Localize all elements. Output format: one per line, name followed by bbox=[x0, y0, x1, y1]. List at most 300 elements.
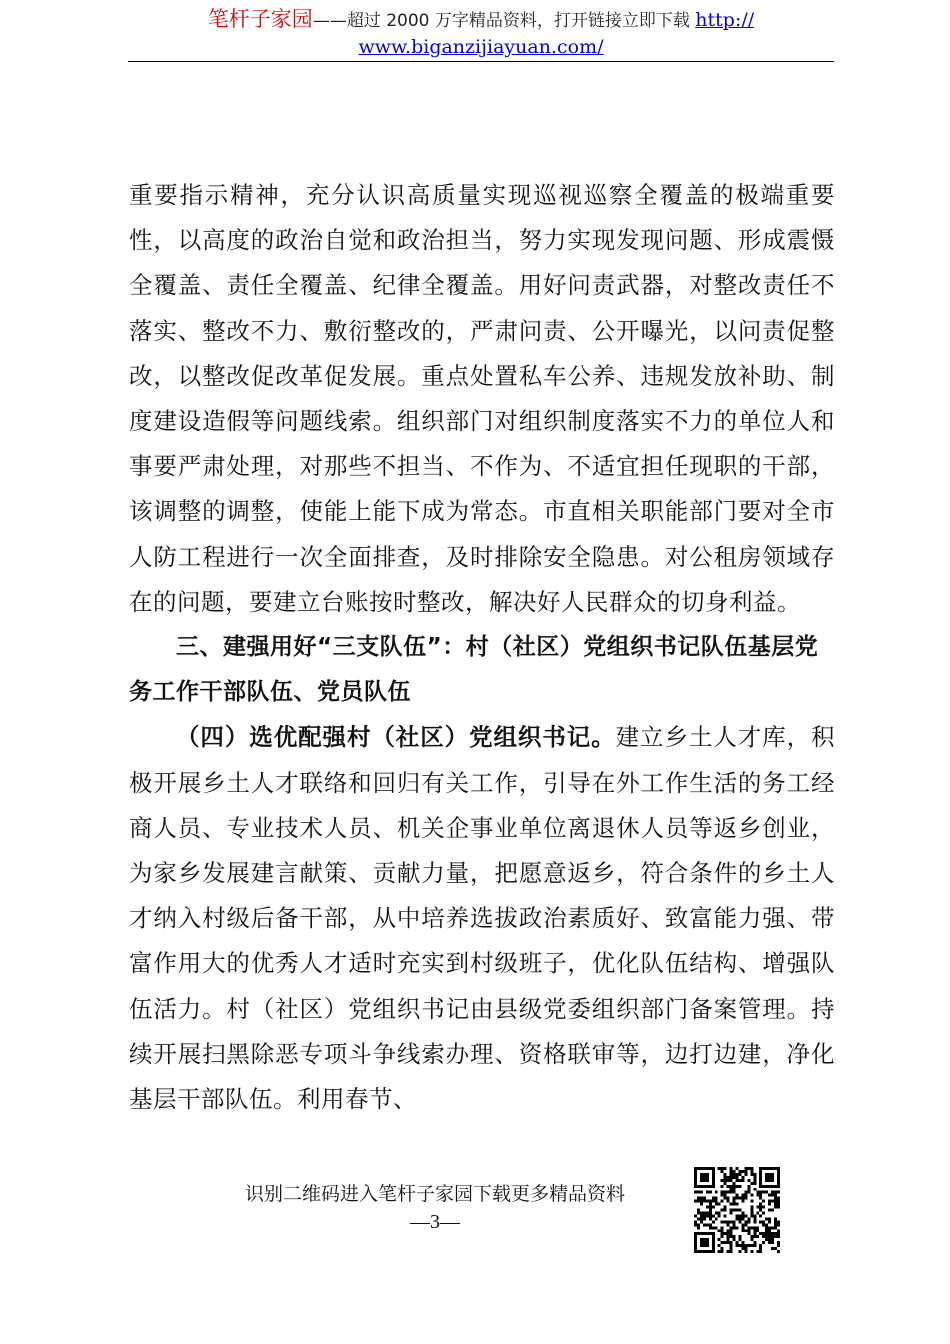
qr-module bbox=[700, 1203, 703, 1206]
qr-module bbox=[759, 1247, 762, 1250]
qr-module bbox=[706, 1200, 709, 1203]
qr-module bbox=[747, 1226, 750, 1229]
qr-module bbox=[744, 1194, 747, 1197]
qr-module bbox=[709, 1209, 712, 1212]
qr-module bbox=[727, 1250, 730, 1253]
qr-module bbox=[777, 1223, 780, 1226]
qr-module bbox=[736, 1185, 739, 1188]
qr-module bbox=[750, 1182, 753, 1185]
qr-module bbox=[706, 1214, 709, 1217]
qr-module bbox=[694, 1191, 697, 1194]
qr-module bbox=[774, 1220, 777, 1223]
qr-module bbox=[700, 1214, 703, 1217]
qr-module bbox=[733, 1223, 736, 1226]
qr-module bbox=[703, 1241, 706, 1244]
qr-module bbox=[774, 1226, 777, 1229]
qr-module bbox=[738, 1209, 741, 1212]
qr-module bbox=[697, 1200, 700, 1203]
qr-module bbox=[718, 1238, 721, 1241]
section-heading: 三、建强用好“三支队伍”：村（社区）党组织书记队伍基层党务工作干部队伍、党员队伍 bbox=[129, 634, 819, 706]
qr-module bbox=[777, 1179, 780, 1182]
qr-module bbox=[771, 1235, 774, 1238]
qr-module bbox=[694, 1170, 697, 1173]
qr-module bbox=[697, 1191, 700, 1194]
qr-module bbox=[762, 1241, 765, 1244]
qr-module bbox=[750, 1226, 753, 1229]
qr-module bbox=[721, 1167, 724, 1170]
qr-module bbox=[768, 1220, 771, 1223]
qr-module bbox=[712, 1232, 715, 1235]
header-line-1 bbox=[128, 6, 834, 34]
qr-module bbox=[738, 1197, 741, 1200]
qr-module bbox=[730, 1173, 733, 1176]
qr-module bbox=[730, 1226, 733, 1229]
header-link-url[interactable]: www.biganzijiayuan.com/ bbox=[358, 36, 604, 58]
qr-module bbox=[768, 1226, 771, 1229]
qr-module bbox=[715, 1217, 718, 1220]
qr-module bbox=[718, 1250, 721, 1253]
qr-module bbox=[727, 1223, 730, 1226]
qr-module bbox=[712, 1182, 715, 1185]
qr-module bbox=[777, 1176, 780, 1179]
qr-module bbox=[759, 1197, 762, 1200]
qr-module bbox=[750, 1206, 753, 1209]
qr-module bbox=[712, 1241, 715, 1244]
qr-module bbox=[774, 1235, 777, 1238]
qr-module bbox=[750, 1214, 753, 1217]
qr-module bbox=[777, 1250, 780, 1253]
qr-module bbox=[724, 1209, 727, 1212]
qr-module bbox=[700, 1244, 703, 1247]
qr-module bbox=[759, 1167, 762, 1170]
qr-module bbox=[765, 1229, 768, 1232]
qr-module bbox=[724, 1167, 727, 1170]
qr-module bbox=[744, 1191, 747, 1194]
qr-module bbox=[700, 1167, 703, 1170]
qr-module bbox=[774, 1185, 777, 1188]
qr-module bbox=[703, 1232, 706, 1235]
qr-module bbox=[718, 1229, 721, 1232]
qr-module bbox=[721, 1185, 724, 1188]
qr-module bbox=[694, 1179, 697, 1182]
qr-module bbox=[718, 1167, 721, 1170]
qr-module bbox=[712, 1247, 715, 1250]
qr-module bbox=[765, 1176, 768, 1179]
qr-module bbox=[703, 1211, 706, 1214]
qr-module bbox=[712, 1179, 715, 1182]
qr-module bbox=[759, 1244, 762, 1247]
qr-module bbox=[753, 1214, 756, 1217]
qr-module bbox=[727, 1229, 730, 1232]
qr-module bbox=[744, 1170, 747, 1173]
qr-module bbox=[759, 1203, 762, 1206]
qr-module bbox=[724, 1206, 727, 1209]
qr-module bbox=[753, 1220, 756, 1223]
qr-module bbox=[741, 1211, 744, 1214]
qr-module bbox=[724, 1179, 727, 1182]
qr-module bbox=[744, 1247, 747, 1250]
qr-module bbox=[700, 1217, 703, 1220]
qr-module bbox=[706, 1206, 709, 1209]
qr-module bbox=[765, 1217, 768, 1220]
qr-module bbox=[768, 1200, 771, 1203]
qr-module bbox=[730, 1176, 733, 1179]
qr-module bbox=[762, 1185, 765, 1188]
qr-module bbox=[733, 1191, 736, 1194]
qr-module bbox=[738, 1238, 741, 1241]
qr-module bbox=[765, 1173, 768, 1176]
qr-module bbox=[759, 1176, 762, 1179]
qr-module bbox=[759, 1179, 762, 1182]
qr-module bbox=[759, 1194, 762, 1197]
qr-module bbox=[730, 1241, 733, 1244]
qr-module bbox=[777, 1235, 780, 1238]
qr-module bbox=[753, 1241, 756, 1244]
qr-module bbox=[771, 1167, 774, 1170]
qr-module bbox=[747, 1191, 750, 1194]
qr-module bbox=[753, 1179, 756, 1182]
qr-module bbox=[703, 1250, 706, 1253]
qr-module bbox=[700, 1211, 703, 1214]
qr-module bbox=[753, 1173, 756, 1176]
qr-module bbox=[741, 1247, 744, 1250]
footer-caption: 识别二维码进入笔杆子家园下载更多精品资料 bbox=[244, 1183, 625, 1205]
qr-module bbox=[750, 1167, 753, 1170]
qr-module bbox=[730, 1220, 733, 1223]
qr-module bbox=[700, 1220, 703, 1223]
qr-module bbox=[744, 1220, 747, 1223]
qr-module bbox=[724, 1176, 727, 1179]
qr-module bbox=[730, 1185, 733, 1188]
qr-module bbox=[741, 1179, 744, 1182]
qr-module bbox=[756, 1250, 759, 1253]
qr-module bbox=[744, 1167, 747, 1170]
qr-module bbox=[736, 1241, 739, 1244]
qr-module bbox=[750, 1173, 753, 1176]
qr-module bbox=[777, 1170, 780, 1173]
qr-module bbox=[741, 1241, 744, 1244]
qr-module bbox=[694, 1244, 697, 1247]
qr-module bbox=[700, 1197, 703, 1200]
qr-module bbox=[753, 1217, 756, 1220]
qr-module bbox=[721, 1179, 724, 1182]
qr-module bbox=[694, 1200, 697, 1203]
qr-module bbox=[741, 1226, 744, 1229]
qr-module bbox=[715, 1200, 718, 1203]
qr-module bbox=[747, 1244, 750, 1247]
qr-module bbox=[733, 1188, 736, 1191]
qr-module bbox=[738, 1170, 741, 1173]
qr-module bbox=[777, 1220, 780, 1223]
qr-module bbox=[768, 1209, 771, 1212]
qr-module bbox=[747, 1220, 750, 1223]
qr-module bbox=[736, 1217, 739, 1220]
qr-module bbox=[733, 1220, 736, 1223]
qr-module bbox=[703, 1173, 706, 1176]
qr-module bbox=[736, 1226, 739, 1229]
qr-module bbox=[694, 1247, 697, 1250]
header-tagline: ——超过 2000 万字精品资料，打开链接立即下载 bbox=[312, 11, 696, 31]
paragraph-subsection-4 bbox=[129, 715, 835, 1122]
qr-module bbox=[759, 1170, 762, 1173]
qr-module bbox=[759, 1220, 762, 1223]
qr-module bbox=[759, 1250, 762, 1253]
qr-module bbox=[738, 1179, 741, 1182]
page-header bbox=[128, 6, 834, 60]
qr-module bbox=[727, 1191, 730, 1194]
qr-module bbox=[736, 1197, 739, 1200]
qr-module bbox=[771, 1185, 774, 1188]
qr-module bbox=[765, 1179, 768, 1182]
qr-module bbox=[741, 1223, 744, 1226]
qr-module bbox=[694, 1232, 697, 1235]
qr-module bbox=[768, 1235, 771, 1238]
qr-module bbox=[694, 1176, 697, 1179]
qr-module bbox=[741, 1217, 744, 1220]
qr-module bbox=[733, 1209, 736, 1212]
qr-module bbox=[744, 1197, 747, 1200]
qr-module bbox=[750, 1200, 753, 1203]
qr-module bbox=[741, 1194, 744, 1197]
qr-module bbox=[700, 1241, 703, 1244]
qr-module bbox=[736, 1214, 739, 1217]
qr-module bbox=[712, 1220, 715, 1223]
qr-module bbox=[774, 1200, 777, 1203]
qr-module bbox=[709, 1250, 712, 1253]
qr-module bbox=[738, 1214, 741, 1217]
qr-module bbox=[730, 1235, 733, 1238]
qr-module bbox=[741, 1244, 744, 1247]
qr-module bbox=[721, 1250, 724, 1253]
qr-module bbox=[694, 1220, 697, 1223]
qr-module bbox=[744, 1214, 747, 1217]
qr-module bbox=[706, 1173, 709, 1176]
qr-module bbox=[741, 1229, 744, 1232]
qr-module bbox=[756, 1211, 759, 1214]
qr-module bbox=[733, 1176, 736, 1179]
qr-module bbox=[724, 1232, 727, 1235]
qr-module bbox=[750, 1209, 753, 1212]
qr-module bbox=[694, 1241, 697, 1244]
qr-module bbox=[777, 1203, 780, 1206]
qr-module bbox=[727, 1200, 730, 1203]
qr-module bbox=[730, 1170, 733, 1173]
qr-module bbox=[727, 1220, 730, 1223]
qr-module bbox=[712, 1173, 715, 1176]
qr-module bbox=[697, 1211, 700, 1214]
qr-module bbox=[733, 1238, 736, 1241]
qr-module bbox=[765, 1223, 768, 1226]
qr-module bbox=[721, 1229, 724, 1232]
qr-module bbox=[762, 1211, 765, 1214]
qr-module bbox=[697, 1197, 700, 1200]
qr-module bbox=[759, 1185, 762, 1188]
qr-module bbox=[771, 1238, 774, 1241]
qr-module bbox=[736, 1203, 739, 1206]
qr-module bbox=[777, 1173, 780, 1176]
qr-module bbox=[712, 1226, 715, 1229]
header-link-start[interactable]: http:// bbox=[695, 9, 755, 31]
qr-module bbox=[744, 1173, 747, 1176]
qr-module bbox=[750, 1238, 753, 1241]
qr-module bbox=[750, 1250, 753, 1253]
qr-module bbox=[774, 1247, 777, 1250]
qr-module bbox=[753, 1176, 756, 1179]
qr-module bbox=[709, 1232, 712, 1235]
qr-module bbox=[706, 1223, 709, 1226]
qr-module bbox=[709, 1191, 712, 1194]
qr-module bbox=[703, 1167, 706, 1170]
qr-module bbox=[741, 1197, 744, 1200]
qr-module bbox=[703, 1197, 706, 1200]
qr-module bbox=[709, 1185, 712, 1188]
qr-module bbox=[771, 1241, 774, 1244]
qr-module bbox=[706, 1191, 709, 1194]
qr-module bbox=[774, 1223, 777, 1226]
qr-module bbox=[771, 1176, 774, 1179]
qr-module bbox=[774, 1217, 777, 1220]
qr-module bbox=[721, 1241, 724, 1244]
qr-module bbox=[765, 1235, 768, 1238]
qr-module bbox=[768, 1238, 771, 1241]
qr-module bbox=[774, 1194, 777, 1197]
qr-module bbox=[777, 1191, 780, 1194]
qr-module bbox=[712, 1238, 715, 1241]
qr-module bbox=[724, 1173, 727, 1176]
qr-module bbox=[706, 1250, 709, 1253]
qr-module bbox=[750, 1235, 753, 1238]
qr-module bbox=[771, 1247, 774, 1250]
qr-module bbox=[753, 1244, 756, 1247]
qr-module bbox=[756, 1235, 759, 1238]
qr-module bbox=[774, 1232, 777, 1235]
qr-module bbox=[736, 1194, 739, 1197]
qr-module bbox=[715, 1191, 718, 1194]
qr-module bbox=[759, 1173, 762, 1176]
qr-module bbox=[777, 1182, 780, 1185]
qr-module bbox=[715, 1226, 718, 1229]
qr-module bbox=[750, 1170, 753, 1173]
qr-module bbox=[730, 1203, 733, 1206]
qr-module bbox=[718, 1211, 721, 1214]
qr-module bbox=[712, 1167, 715, 1170]
qr-module bbox=[768, 1203, 771, 1206]
qr-module bbox=[771, 1179, 774, 1182]
qr-module bbox=[730, 1229, 733, 1232]
qr-module bbox=[697, 1167, 700, 1170]
paragraph-continued: 重要指示精神，充分认识高质量实现巡视巡察全覆盖的极端重要性，以高度的政治自觉和政治担当，努力实现发现问题、形成震慑全覆盖、责任全覆盖、纪律全覆盖。用好问责武器，对整改责任不落实、整改不力、敷衍整改的，严肃问责、公开曝光，以问责促整改，以整改促改革促发展。重点处置私车公养、违规发放补助、制度建设造假等问题线索。组织部门对组织制度落实不力的单位人和事要严肃处理，对那些不担当、不作为、不适宜担任现职的干部，该调整的调整，使能上能下成为常态。市直相关职能部门要对全市人防工程进行一次全面排查，及时排除安全隐患。对公租房领域存在的问题，要建立台账按时整改，解决好人民群众的切身利益。 bbox=[129, 181, 835, 616]
qr-module bbox=[765, 1226, 768, 1229]
qr-module bbox=[753, 1232, 756, 1235]
qr-module bbox=[727, 1238, 730, 1241]
qr-module bbox=[738, 1235, 741, 1238]
qr-module bbox=[771, 1232, 774, 1235]
qr-module bbox=[697, 1185, 700, 1188]
qr-module bbox=[756, 1194, 759, 1197]
qr-module bbox=[703, 1176, 706, 1179]
qr-module bbox=[706, 1167, 709, 1170]
qr-module bbox=[759, 1214, 762, 1217]
qr-module bbox=[721, 1209, 724, 1212]
qr-module bbox=[703, 1214, 706, 1217]
qr-module bbox=[712, 1235, 715, 1238]
brand-name: 笔杆子家园 bbox=[207, 7, 313, 31]
qr-module bbox=[712, 1197, 715, 1200]
qr-module bbox=[718, 1203, 721, 1206]
qr-module bbox=[727, 1232, 730, 1235]
qr-module bbox=[715, 1203, 718, 1206]
qr-module bbox=[736, 1244, 739, 1247]
qr-module bbox=[700, 1176, 703, 1179]
qr-module bbox=[744, 1244, 747, 1247]
qr-module bbox=[777, 1244, 780, 1247]
qr-module bbox=[694, 1167, 697, 1170]
qr-module bbox=[721, 1247, 724, 1250]
qr-module bbox=[694, 1223, 697, 1226]
qr-module bbox=[759, 1232, 762, 1235]
qr-module bbox=[762, 1223, 765, 1226]
qr-module bbox=[733, 1182, 736, 1185]
qr-module bbox=[738, 1185, 741, 1188]
qr-module bbox=[697, 1217, 700, 1220]
qr-module bbox=[694, 1173, 697, 1176]
qr-module bbox=[712, 1250, 715, 1253]
qr-module bbox=[771, 1194, 774, 1197]
qr-module bbox=[730, 1211, 733, 1214]
qr-module bbox=[715, 1197, 718, 1200]
qr-module bbox=[762, 1200, 765, 1203]
qr-module bbox=[738, 1173, 741, 1176]
qr-module bbox=[700, 1232, 703, 1235]
qr-module bbox=[706, 1176, 709, 1179]
qr-module bbox=[730, 1244, 733, 1247]
qr-module bbox=[733, 1200, 736, 1203]
qr-module bbox=[694, 1235, 697, 1238]
qr-module bbox=[703, 1200, 706, 1203]
qr-module bbox=[727, 1179, 730, 1182]
qr-module bbox=[724, 1182, 727, 1185]
qr-module bbox=[712, 1200, 715, 1203]
qr-module bbox=[730, 1167, 733, 1170]
qr-module bbox=[733, 1203, 736, 1206]
qr-module bbox=[712, 1185, 715, 1188]
qr-module bbox=[694, 1214, 697, 1217]
qr-module bbox=[709, 1203, 712, 1206]
qr-module bbox=[700, 1179, 703, 1182]
qr-module bbox=[777, 1229, 780, 1232]
header-divider bbox=[128, 61, 834, 62]
qr-module bbox=[724, 1197, 727, 1200]
qr-module bbox=[777, 1241, 780, 1244]
qr-module bbox=[730, 1179, 733, 1182]
qr-module bbox=[738, 1250, 741, 1253]
qr-module bbox=[703, 1244, 706, 1247]
qr-module bbox=[733, 1170, 736, 1173]
qr-module bbox=[700, 1173, 703, 1176]
qr-module bbox=[697, 1226, 700, 1229]
qr-module bbox=[724, 1194, 727, 1197]
qr-module bbox=[744, 1223, 747, 1226]
qr-module bbox=[697, 1223, 700, 1226]
qr-module bbox=[762, 1232, 765, 1235]
qr-module bbox=[700, 1200, 703, 1203]
qr-module bbox=[703, 1223, 706, 1226]
qr-module bbox=[736, 1209, 739, 1212]
qr-module bbox=[706, 1211, 709, 1214]
qr-module bbox=[712, 1244, 715, 1247]
qr-module bbox=[747, 1179, 750, 1182]
qr-code-icon[interactable] bbox=[694, 1167, 780, 1253]
